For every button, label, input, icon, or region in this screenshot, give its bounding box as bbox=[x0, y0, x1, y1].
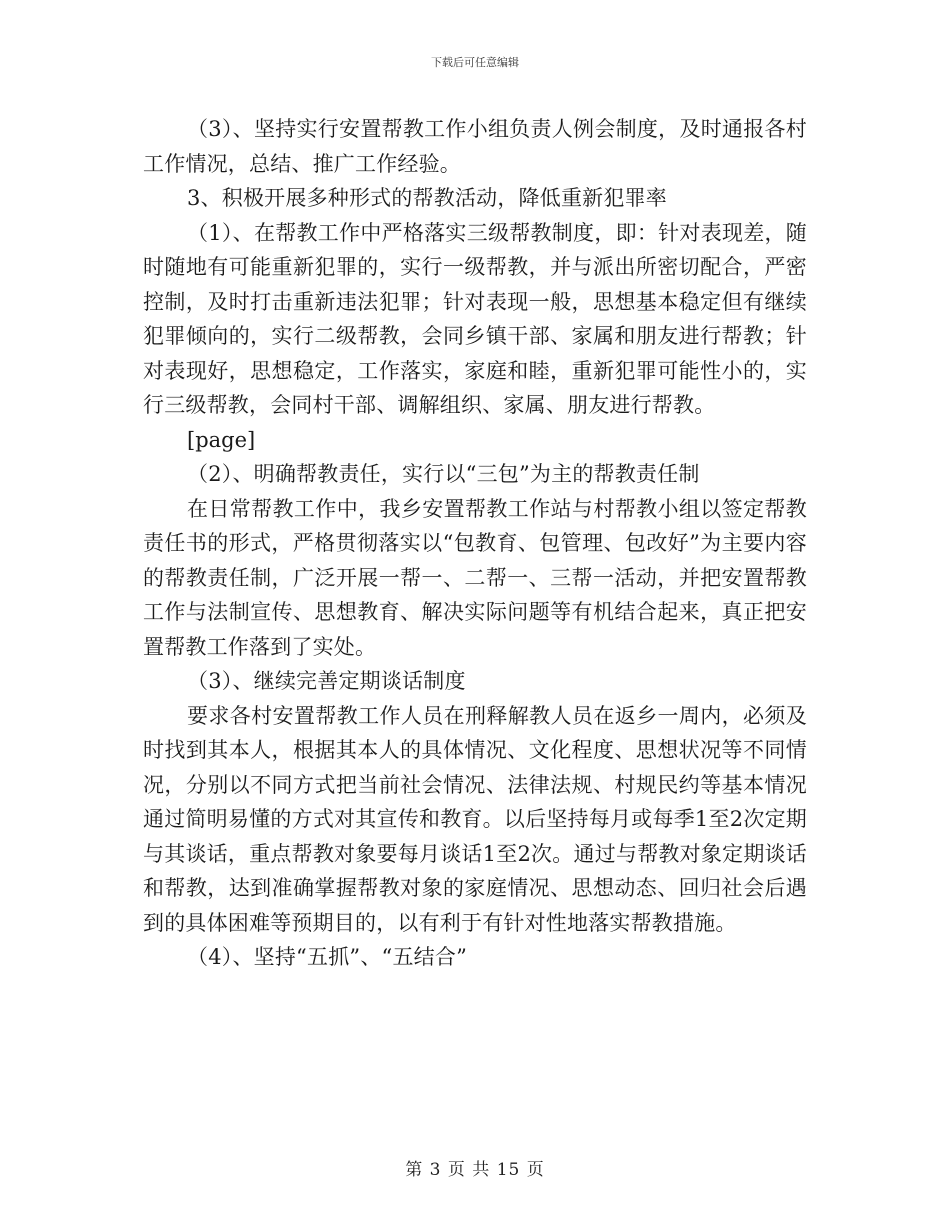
page-header: 下载后可任意编辑 bbox=[431, 56, 519, 69]
section-heading-3: 3、积极开展多种形式的帮教活动，降低重新犯罪率 bbox=[187, 186, 667, 210]
document-body bbox=[143, 112, 807, 975]
page-footer: 第 3 页 共 15 页 bbox=[405, 1160, 545, 1180]
paragraph-three-level-assistance: （1）、在帮教工作中严格落实三级帮教制度，即：针对表现差，随时随地有可能重新犯罪的，实行一级帮教，并与派出所密切配合，严密控制，及时打击重新违法犯罪；针对表现一般，思想基本稳定但有继续犯罪倾向的，实行二级帮教，会同乡镇干部、家属和朋友进行帮教；针对表现好，思想稳定，工作落实，家庭和睦，重新犯罪可能性小的，实行三级帮教，会同村干部、调解组织、家属、朋友进行帮教。 bbox=[143, 220, 807, 417]
paragraph-1: （3）、坚持实行安置帮教工作小组负责人例会制度，及时通报各村工作情况，总结、推广工作经验。 bbox=[143, 117, 807, 176]
subheading-responsibility: （2）、明确帮教责任，实行以“三包”为主的帮教责任制 bbox=[187, 462, 700, 486]
subheading-regular-talks: （3）、继续完善定期谈话制度 bbox=[187, 669, 466, 693]
subheading-five-grasps: （4）、坚持“五抓”、“五结合” bbox=[187, 945, 468, 969]
paragraph-responsibility-system: 在日常帮教工作中，我乡安置帮教工作站与村帮教小组以签定帮教责任书的形式，严格贯彻落实以“包教育、包管理、包改好”为主要内容的帮教责任制，广泛开展一帮一、二帮一、三帮一活动，并把安置帮教工作与法制宣传、思想教育、解决实际问题等有机结合起来，真正把安置帮教工作落到了实处。 bbox=[143, 496, 807, 659]
page-marker: [page] bbox=[187, 427, 256, 452]
paragraph-regular-talks: 要求各村安置帮教工作人员在刑释解教人员在返乡一周内，必须及时找到其本人，根据其本人的具体情况、文化程度、思想状况等不同情况，分别以不同方式把当前社会情况、法律法规、村规民约等基本情况通过简明易懂的方式对其宣传和教育。以后坚持每月或每季1至2次定期与其谈话，重点帮教对象要每月谈话1至2次。通过与帮教对象定期谈话和帮教，达到准确掌握帮教对象的家庭情况、思想动态、回归社会后遇到的具体困难等预期目的，以有利于有针对性地落实帮教措施。 bbox=[143, 703, 807, 935]
